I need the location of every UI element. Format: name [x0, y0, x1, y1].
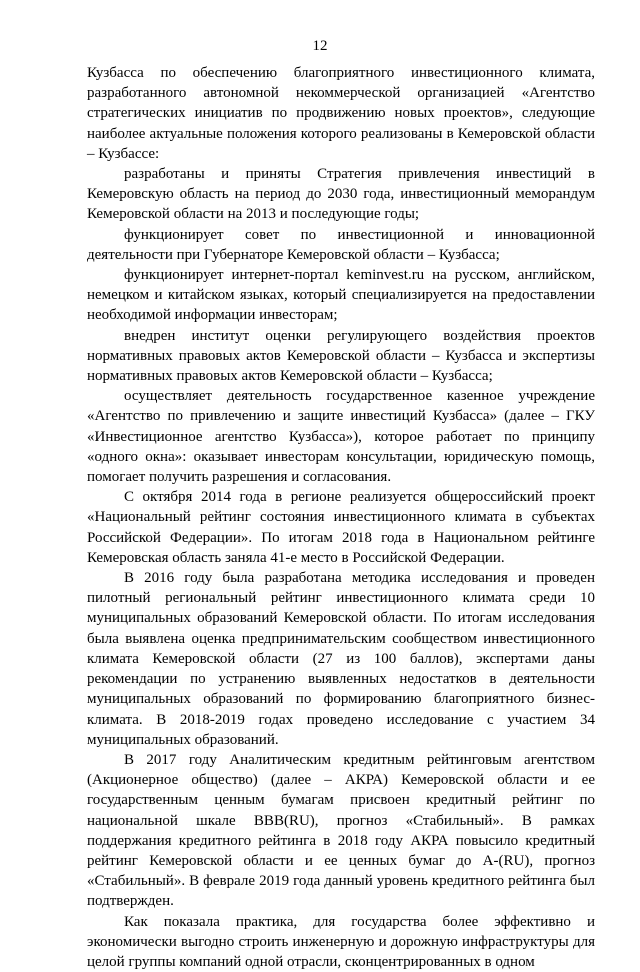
page-number: 12 — [312, 38, 328, 54]
paragraph-8: В 2016 году была разработана методика исследования и проведен пилотный региональный рейтинг инвестиционного климата среди 10 муниципальных образований Кемеровской области. По итогам исследования была выявлена оценка предпринимательским сообществом инвестиционного климата Кемеровской области (27 из 100 баллов), экспертами даны рекомендации по устранению выявленных недостатков в деятельности муниципальных образований по формированию благоприятного бизнес-климата. В 2018-2019 годах проведено исследование с участием 34 муниципальных образований. — [87, 570, 595, 748]
paragraph-2: разработаны и приняты Стратегия привлечения инвестиций в Кемеровскую область на период до 2030 года, инвестиционный меморандум Кемеровской области на 2013 и последующие годы; — [87, 166, 595, 223]
paragraph-10: Как показала практика, для государства более эффективно и экономически выгодно строить инженерную и дорожную инфраструктуры для целой группы компаний одной отрасли, сконцентрированных в одном — [87, 913, 595, 970]
document-body — [87, 63, 595, 972]
paragraph-4: функционирует интернет-портал keminvest.ru на русском, английском, немецком и китайском языках, который специализируется на предоставлении необходимой информации инвесторам; — [87, 267, 595, 324]
paragraph-7: С октября 2014 года в регионе реализуется общероссийский проект «Национальный рейтинг состояния инвестиционного климата в субъектах Российской Федерации». По итогам 2018 года в Национальном рейтинге Кемеровская область заняла 41-е место в Российской Федерации. — [87, 489, 595, 566]
paragraph-5: внедрен институт оценки регулирующего воздействия проектов нормативных правовых актов Кемеровской области – Кузбасса и экспертизы нормативных правовых актов Кемеровской области – Кузбасса; — [87, 327, 595, 385]
paragraph-6: осуществляет деятельность государственное казенное учреждение «Агентство по привлечению и защите инвестиций Кузбасса» (далее – ГКУ «Инвестиционное агентство Кузбасса»), которое работает по принципу «одного окна»: оказывает инвесторам консультации, юридическую помощь, помогает получить разрешения и согласования. — [87, 388, 595, 486]
paragraph-9: В 2017 году Аналитическим кредитным рейтинговым агентством (Акционерное общество) (далее – АКРА) Кемеровской области и ее государственным ценным бумагам присвоен кредитный рейтинг по национальной шкале BBB(RU), прогноз «Стабильный». В рамках поддержания кредитного рейтинга в 2018 году АКРА повысило кредитный рейтинг Кемеровской области и ее ценных бумаг до A-(RU), прогноз «Стабильный». В феврале 2019 года данный уровень кредитного рейтинга был подтвержден. — [87, 751, 595, 910]
paragraph-1: Кузбасса по обеспечению благоприятного инвестиционного климата, разработанного автономной некоммерческой организацией «Агентство стратегических инициатив по продвижению новых проектов», следующие наиболее актуальные положения которого реализованы в Кемеровской области – Кузбассе: — [87, 65, 595, 162]
paragraph-3: функционирует совет по инвестиционной и инновационной деятельности при Губернаторе Кемеровской области – Кузбасса; — [87, 226, 595, 263]
